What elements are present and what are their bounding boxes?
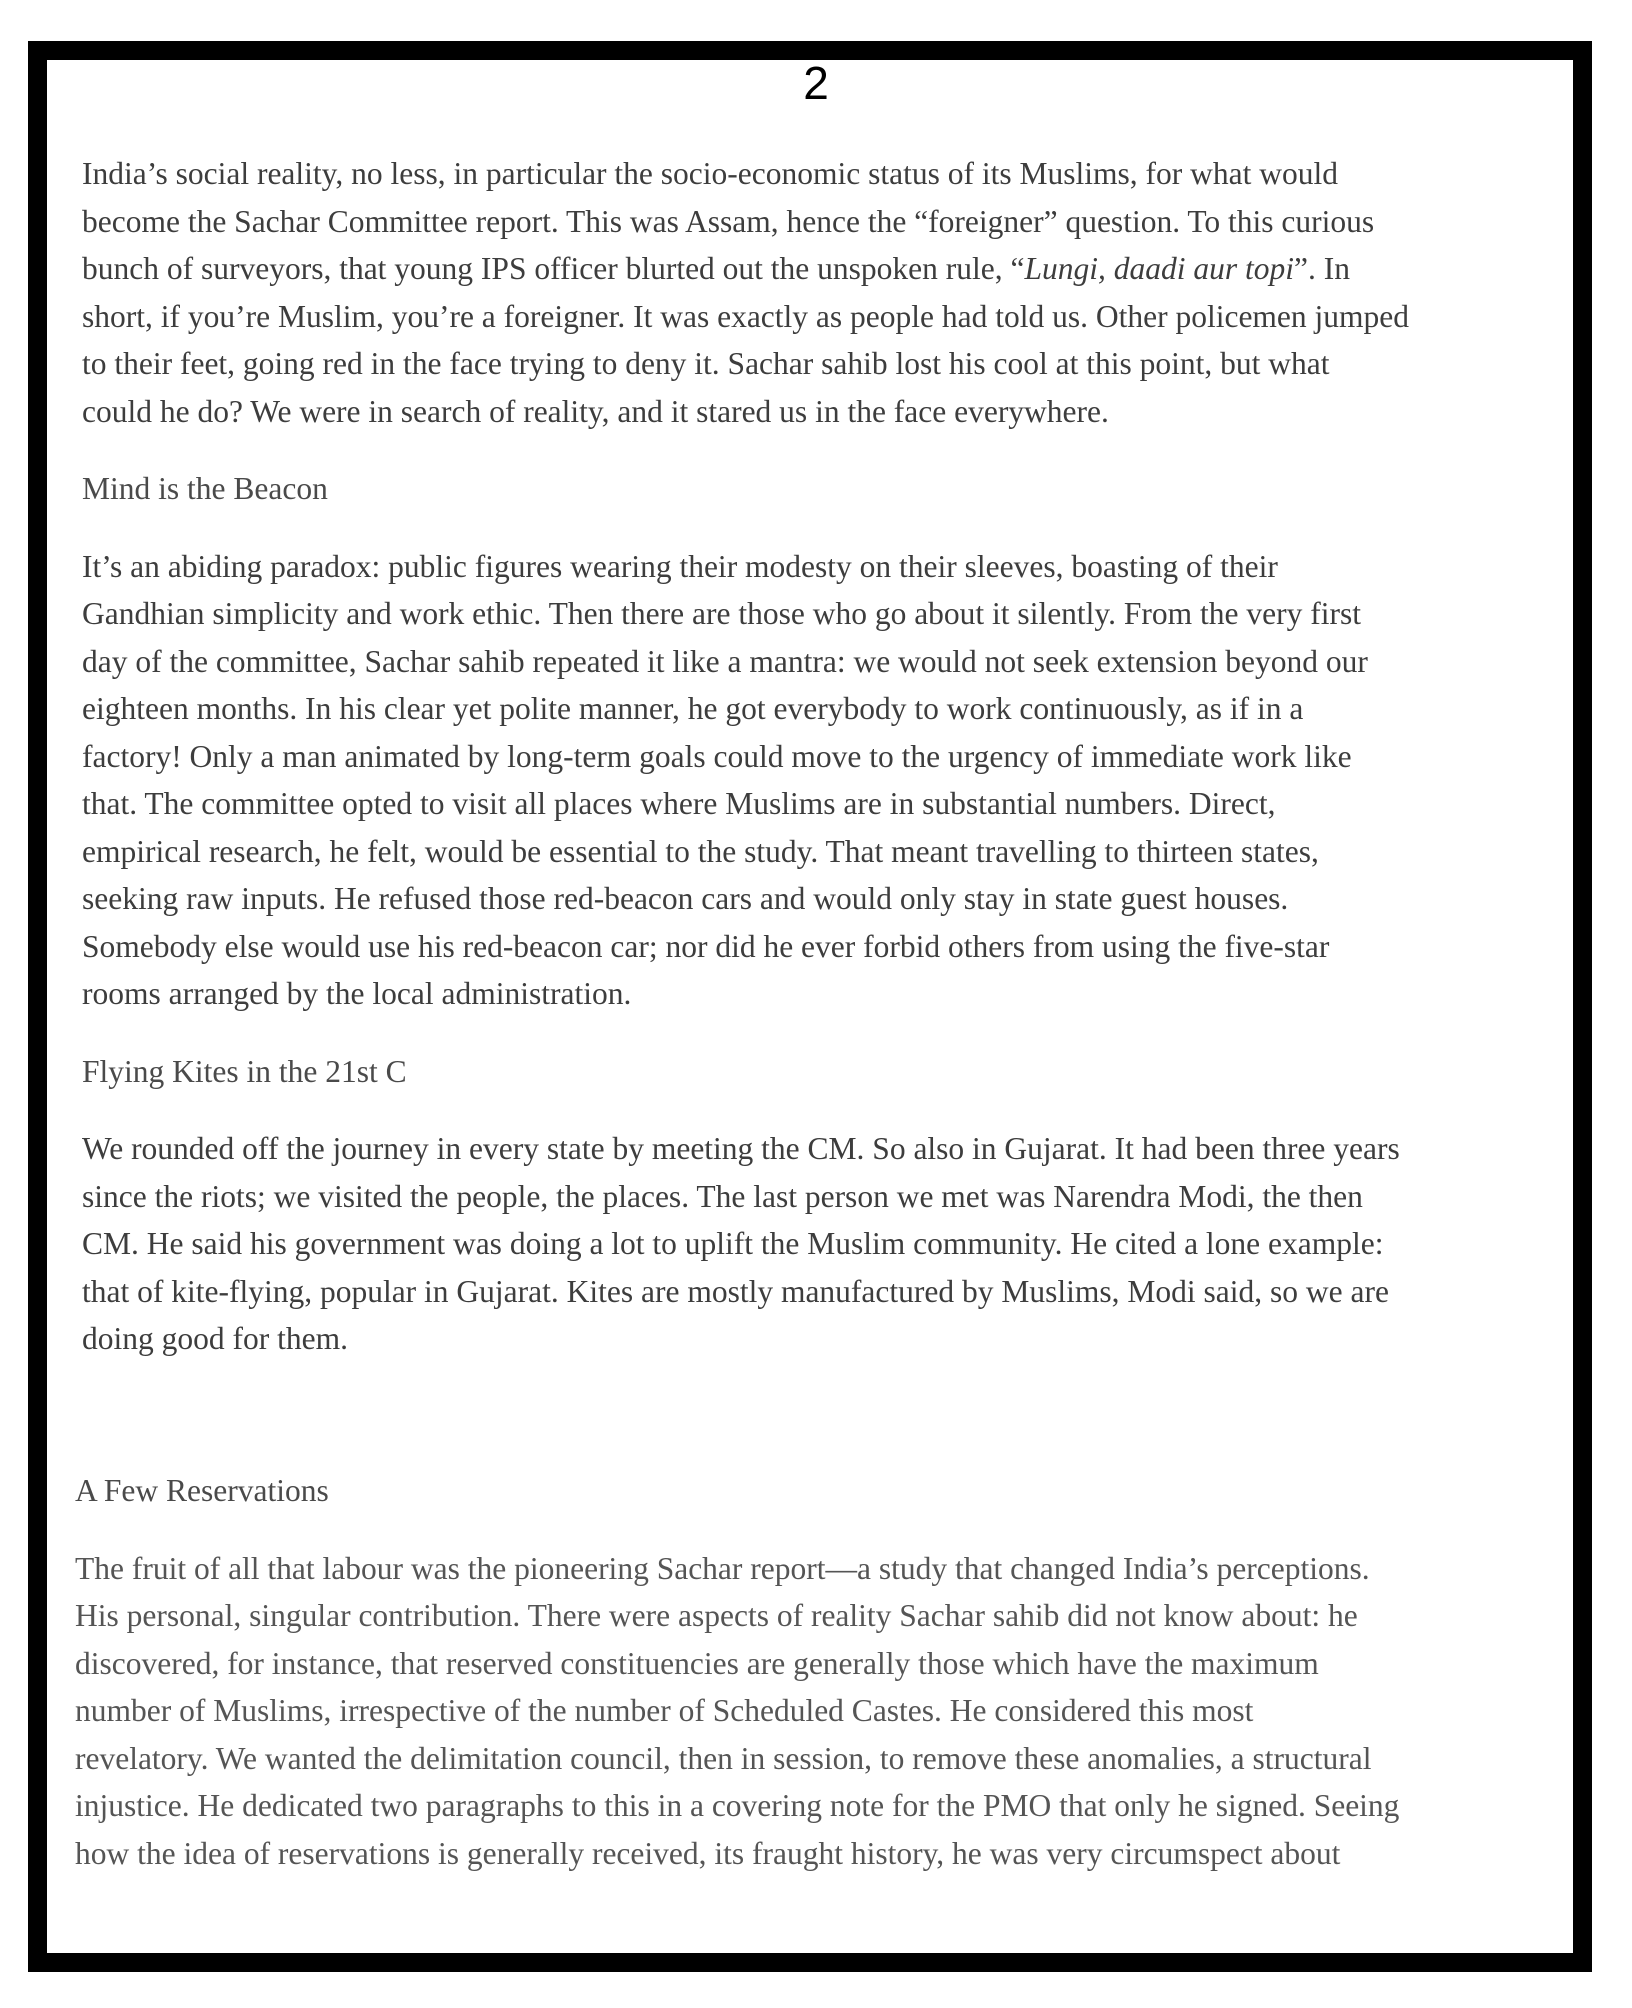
text-line: factory! Only a man animated by long-term goals could move to the urgency of immediate work like	[82, 738, 1352, 774]
paragraph-assam	[82, 150, 1522, 435]
text-segment: bunch of surveyors, that young IPS officer blurted out the unspoken rule, “	[82, 251, 1025, 286]
text-line: since the riots; we visited the people, the places. The last person we met was Narendra Modi, the then	[82, 1178, 1363, 1214]
text-line: Somebody else would use his red-beacon car; nor did he ever forbid others from using the five-star	[82, 928, 1330, 964]
text-line: become the Sachar Committee report. This was Assam, hence the “foreigner” question. To this curious	[82, 203, 1375, 239]
text-line: day of the committee, Sachar sahib repeated it like a mantra: we would not seek extension beyond our	[82, 643, 1368, 679]
text-line	[82, 245, 1522, 293]
page-number: 2	[803, 57, 829, 109]
text-line: The fruit of all that labour was the pioneering Sachar report—a study that changed India’s perceptions.	[75, 1550, 1370, 1586]
text-line: to their feet, going red in the face trying to deny it. Sachar sahib lost his cool at this point, but what	[82, 346, 1330, 381]
text-line: It’s an abiding paradox: public figures wearing their modesty on their sleeves, boasting of their	[82, 548, 1278, 584]
paragraph-gujarat	[82, 1125, 1522, 1363]
paragraph-paradox	[82, 543, 1522, 1018]
text-line: rooms arranged by the local administration.	[82, 976, 632, 1011]
article-continuation	[75, 1467, 1535, 1877]
text-segment: ”. In	[1294, 251, 1351, 286]
text-line: His personal, singular contribution. There were aspects of reality Sachar sahib did not know about: he	[75, 1598, 1358, 1633]
text-line: eighteen months. In his clear yet polite manner, he got everybody to work continuously, as if in a	[82, 691, 1304, 726]
text-line: that of kite-flying, popular in Gujarat. Kites are mostly manufactured by Muslims, Modi said, so we are	[82, 1273, 1389, 1309]
text-line: doing good for them.	[82, 1321, 348, 1356]
text-line: India’s social reality, no less, in particular the socio-economic status of its Muslims, for what would	[82, 156, 1338, 191]
section-heading-a-few-reservations: A Few Reservations	[75, 1473, 329, 1508]
text-line: Gandhian simplicity and work ethic. Then there are those who go about it silently. From the very first	[82, 596, 1361, 631]
text-line: We rounded off the journey in every state by meeting the CM. So also in Gujarat. It had been three years	[82, 1131, 1400, 1166]
italic-quote: Lungi, daadi aur topi	[1024, 251, 1295, 286]
text-line: that. The committee opted to visit all places where Muslims are in substantial numbers. Direct,	[82, 786, 1276, 821]
text-line: seeking raw inputs. He refused those red-beacon cars and would only stay in state guest houses.	[82, 881, 1289, 916]
text-line: discovered, for instance, that reserved constituencies are generally those which have the maximum	[75, 1645, 1319, 1681]
text-line: number of Muslims, irrespective of the number of Scheduled Castes. He considered this most	[75, 1693, 1254, 1728]
text-line: how the idea of reservations is generally received, its fraught history, he was very circumspect about	[75, 1835, 1341, 1871]
text-line: short, if you’re Muslim, you’re a foreigner. It was exactly as people had told us. Other policemen jumped	[82, 298, 1410, 334]
text-line: empirical research, he felt, would be essential to the study. That meant travelling to thirteen states,	[82, 833, 1319, 869]
text-line: could he do? We were in search of reality, and it stared us in the face everywhere.	[82, 393, 1109, 429]
section-heading-flying-kites: Flying Kites in the 21st C	[82, 1053, 407, 1089]
text-line: revelatory. We wanted the delimitation council, then in session, to remove these anomalies, a structural	[75, 1740, 1372, 1776]
article-body	[82, 150, 1522, 1363]
text-line: injustice. He dedicated two paragraphs to this in a covering note for the PMO that only he signed. Seeing	[75, 1788, 1400, 1823]
section-heading-mind-is-the-beacon: Mind is the Beacon	[82, 471, 328, 506]
text-line: CM. He said his government was doing a lot to uplift the Muslim community. He cited a lone example:	[82, 1226, 1384, 1261]
paragraph-sachar-report	[75, 1545, 1535, 1878]
